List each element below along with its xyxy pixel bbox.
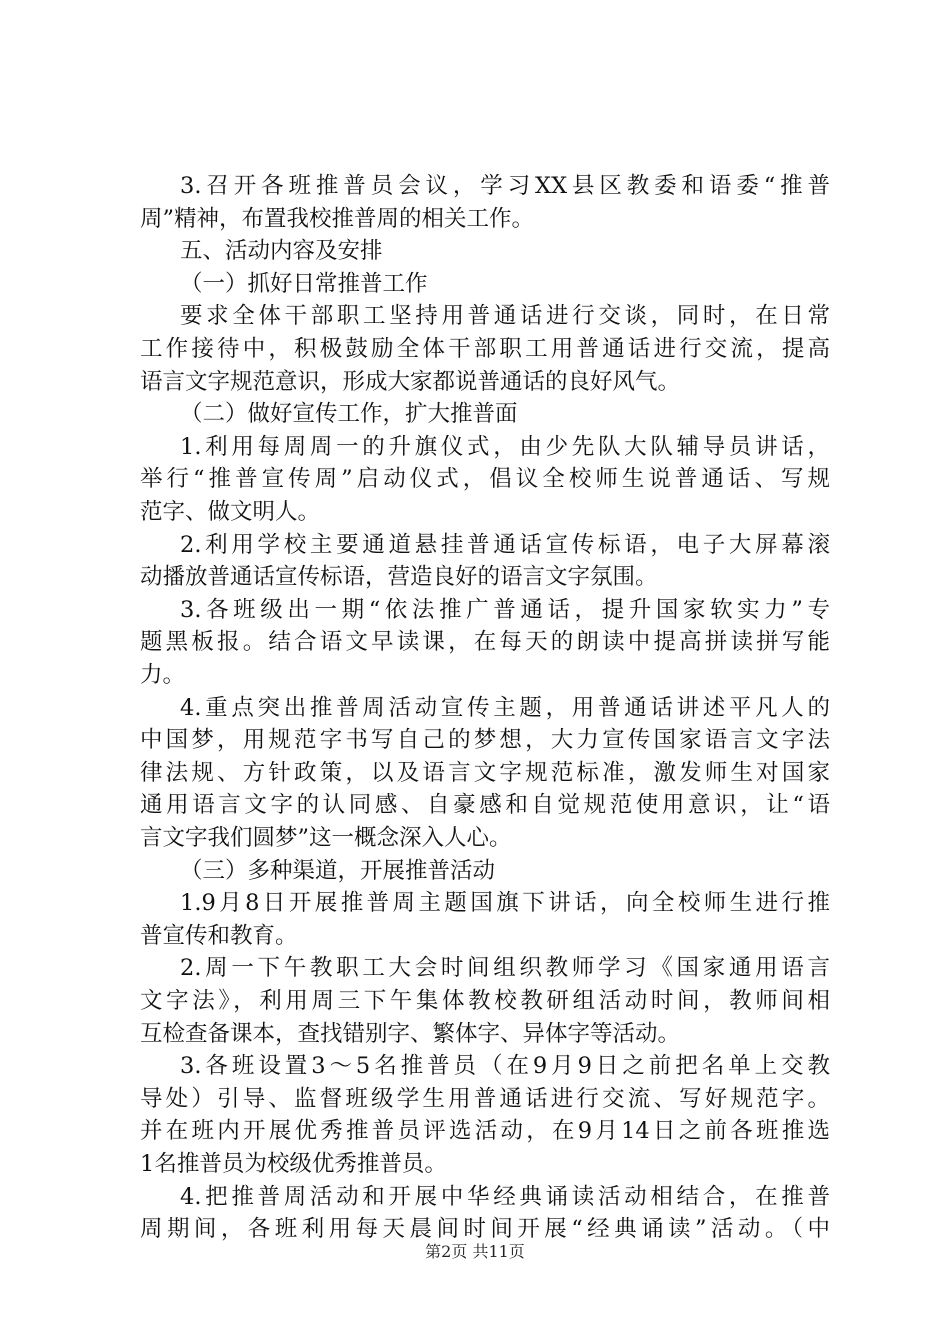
text-line: 导处）引导、监督班级学生用普通话进行交流、写好规范字。 — [140, 1085, 830, 1112]
text-line: 3.召开各班推普员会议，学习XX县区教委和语委“推普 — [180, 173, 830, 199]
text-line: 1名推普员为校级优秀推普员。 — [140, 1151, 447, 1177]
text-line: 1.利用每周周一的升旗仪式，由少先队大队辅导员讲话， — [180, 433, 830, 460]
text-line: 互检查备课本，查找错别字、繁体字、异体字等活动。 — [140, 1020, 681, 1047]
text-line: 言文字我们圆梦”这一概念深入人心。 — [140, 825, 512, 851]
text-line: 周”精神，布置我校推普周的相关工作。 — [140, 205, 535, 232]
text-line: 周期间，各班利用每天晨间时间开展“经典诵读”活动。（中 — [140, 1216, 830, 1243]
text-line: 1.9月8日开展推普周主题国旗下讲话，向全校师生进行推 — [180, 890, 830, 917]
section-heading: （一）抓好日常推普工作 — [180, 270, 428, 297]
text-line: 语言文字规范意识，形成大家都说普通话的良好风气。 — [140, 368, 681, 395]
text-line: 普宣传和教育。 — [140, 922, 298, 949]
section-heading: （二）做好宣传工作，扩大推普面 — [180, 401, 518, 428]
text-line: 并在班内开展优秀推普员评选活动，在9月14日之前各班推选 — [140, 1118, 830, 1145]
text-line: 4.把推普周活动和开展中华经典诵读活动相结合，在推普 — [180, 1183, 830, 1210]
text-line: 4.重点突出推普周活动宣传主题，用普通话讲述平凡人的 — [180, 694, 830, 721]
text-line: 中国梦，用规范字书写自己的梦想，大力宣传国家语言文字法 — [140, 727, 830, 754]
section-heading: 五、活动内容及安排 — [180, 238, 383, 265]
text-line: 要求全体干部职工坚持用普通话进行交谈，同时，在日常 — [180, 303, 830, 330]
text-line: 力。 — [140, 662, 186, 688]
text-line: 2.利用学校主要通道悬挂普通话宣传标语，电子大屏幕滚 — [180, 531, 830, 558]
text-line: 律法规、方针政策，以及语言文字规范标准，激发师生对国家 — [140, 759, 830, 786]
text-line: 动播放普通话宣传标语，营造良好的语言文字氛围。 — [140, 564, 658, 591]
text-line: 3.各班设置3～5名推普员（在9月9日之前把名单上交教 — [180, 1053, 830, 1080]
page-number-footer: 第2页 共11页 — [425, 1242, 525, 1261]
text-line: 举行“推普宣传周”启动仪式，倡议全校师生说普通话、写规 — [140, 466, 830, 493]
text-line: 文字法》，利用周三下午集体教校教研组活动时间，教师间相 — [140, 988, 830, 1014]
text-line: 范字、做文明人。 — [140, 499, 321, 525]
text-line: 工作接待中，积极鼓励全体干部职工用普通话进行交流，提高 — [140, 336, 830, 362]
text-line: 2.周一下午教职工大会时间组织教师学习《国家通用语言 — [180, 955, 830, 982]
text-line: 3.各班级出一期“依法推广普通话，提升国家软实力”专 — [180, 596, 830, 623]
section-heading: （三）多种渠道，开展推普活动 — [180, 857, 496, 884]
text-line: 通用语言文字的认同感、自豪感和自觉规范使用意识，让“语 — [140, 792, 830, 819]
text-line: 题黑板报。结合语文早读课，在每天的朗读中提高拼读拼写能 — [140, 629, 830, 656]
